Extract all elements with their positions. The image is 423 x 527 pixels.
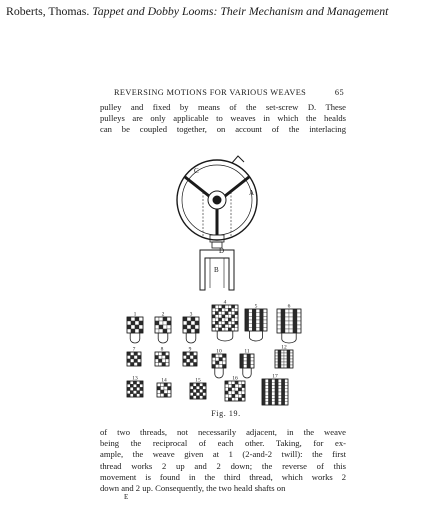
weave-diagram (245, 304, 267, 342)
weave-number: 12 (281, 344, 287, 351)
weave-number: 3 (189, 311, 193, 318)
weave-number: 17 (272, 373, 278, 380)
weave-number: 6 (287, 303, 291, 310)
weave-number: 13 (132, 375, 138, 382)
weave-diagram (127, 376, 143, 398)
weave-diagram (127, 347, 141, 367)
page-number: 65 (334, 88, 344, 97)
weave-number: 10 (216, 348, 222, 355)
signature-mark: E (124, 493, 129, 501)
weave-diagram (157, 378, 171, 398)
weave-diagram (277, 304, 301, 344)
text-line: pulleys are only applicable to weaves in which the healds (100, 113, 346, 124)
weave-diagram (262, 374, 288, 406)
text-line: movement is found in the third thread, which works 2 (100, 471, 346, 482)
label-d: D (219, 247, 225, 255)
paragraph-bottom (100, 427, 346, 494)
citation-author: Roberts, Thomas. (6, 4, 90, 18)
citation-title: Tappet and Dobby Looms: Their Mechanism and Management (92, 4, 389, 18)
weave-diagram (212, 349, 226, 379)
weave-number: 14 (161, 377, 167, 384)
label-b: B (214, 266, 219, 274)
weave-diagram (183, 312, 199, 344)
text-line: thread works 2 up and 2 down; the reverse of this (100, 460, 346, 471)
weave-diagram (127, 312, 143, 344)
weave-diagram (275, 345, 293, 369)
weave-diagram (212, 300, 238, 342)
weave-diagram (190, 378, 206, 400)
weave-diagram (183, 347, 197, 367)
label-c: C (194, 167, 199, 175)
text-line: pulley and fixed by means of the set-screw D. These (100, 102, 346, 112)
weave-number: 8 (160, 346, 164, 353)
text-line: down and 2 up. Consequently, the two heald shafts on (100, 483, 286, 494)
weave-number: 7 (132, 346, 136, 353)
text-line: can be coupled together, on account of the interlacing (100, 124, 346, 135)
weave-number: 4 (223, 299, 227, 306)
weave-number: 2 (161, 311, 165, 318)
running-head-title: REVERSING MOTIONS FOR VARIOUS WEAVES (114, 88, 307, 97)
weave-diagram (225, 376, 245, 402)
weave-number: 5 (254, 303, 258, 310)
text-line: being the reciprocal of each other. Taking, for ex- (100, 438, 346, 449)
weave-number: 1 (133, 311, 137, 318)
weave-diagrams (127, 300, 301, 406)
weave-number: 11 (244, 348, 250, 355)
weave-number: 15 (195, 377, 201, 384)
figure-caption: Fig. 19. (211, 409, 241, 418)
weave-number: 16 (232, 375, 238, 382)
weave-diagram (155, 347, 169, 367)
weave-diagram (240, 349, 254, 379)
text-line: of two threads, not necessarily adjacent, in the weave (100, 427, 346, 437)
weave-diagram (155, 312, 171, 344)
weave-number: 9 (188, 346, 192, 353)
text-line: ample, the weave given at 1 (2-and-2 twill): the first (100, 449, 346, 460)
label-a: A (249, 189, 255, 197)
